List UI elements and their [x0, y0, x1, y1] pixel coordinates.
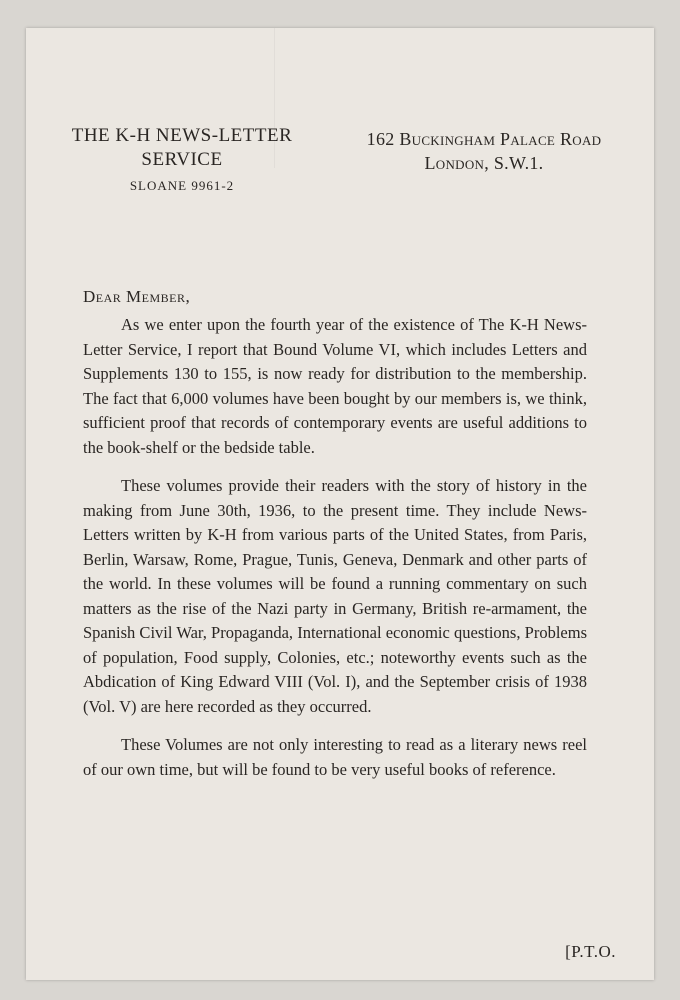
address-line2: London, S.W.1. — [424, 153, 544, 173]
org-name-line2: SERVICE — [141, 149, 223, 170]
telephone-number: SLOANE 9961-2 — [129, 178, 235, 193]
paragraph-2: These volumes provide their readers with the story of history in the making from June 30th, 1936, to the present time. They include News-Letters written by K-H from various parts of the United States, from Paris, Berlin, Warsaw, Rome, Prague, Tunis, Geneva, Denmark and other parts of the world. In these volumes will be found a running commentary on such matters as the rise of the Nazi party in Germany, British re-armament, the Spanish Civil War, Propaganda, International economic questions, Problems of population, Food supply, Colonies, etc.; noteworthy events such as the Abdication of King Edward VIII (Vol. I), and the September crisis of 1938 (Vol. V) are here recorded as they occurred. — [83, 476, 587, 716]
letter-body — [83, 313, 587, 796]
org-name-line1: THE K-H NEWS-LETTER — [71, 125, 293, 146]
letter-sheet — [26, 28, 654, 980]
please-turn-over: [P.T.O. — [565, 942, 616, 961]
address-line1: 162 Buckingham Palace Road — [366, 129, 602, 149]
paragraph-1: As we enter upon the fourth year of the existence of The K-H News-Letter Service, I report that Bound Volume VI, which includes Letters and Supplements 130 to 155, is now ready for distribution to the membership. The fact that 6,000 volumes have been bought by our members is, we think, sufficient proof that records of contemporary events are useful additions to the book-shelf or the bedside table. — [83, 315, 587, 457]
salutation: Dear Member, — [83, 287, 191, 306]
paragraph-3: These Volumes are not only interesting to read as a literary news reel of our own time, but will be found to be very useful books of reference. — [83, 735, 587, 779]
letterhead-address — [356, 127, 612, 175]
letterhead-organization — [62, 124, 302, 198]
